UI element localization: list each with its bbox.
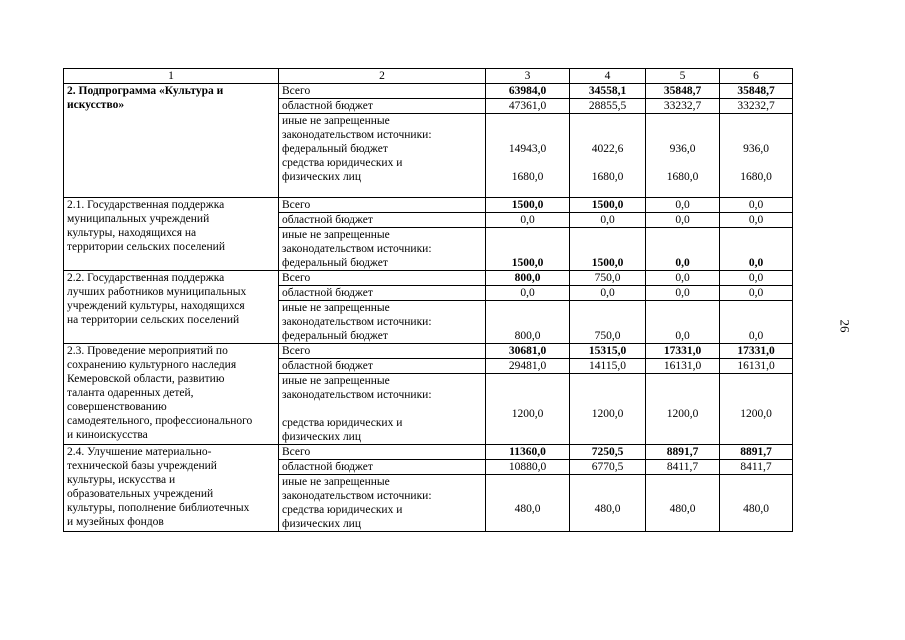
title-line: совершенствованию [67, 401, 167, 413]
value-cell: 35848,7 [646, 84, 720, 99]
column-header: 1 [64, 69, 279, 84]
value-cell: 17331,0 [646, 344, 720, 359]
value-cell: 800,0 [486, 271, 570, 286]
source-label [279, 374, 486, 445]
table-row [64, 271, 793, 286]
value-cell: 1200,0 [646, 374, 720, 445]
column-header: 5 [646, 69, 720, 84]
title-line: сохранению культурного наследия [67, 359, 237, 371]
table-row [64, 344, 793, 359]
value-cell [486, 114, 570, 198]
value-cell: 0,0 [570, 213, 646, 228]
title-line: 2. Подпрограмма «Культура и [67, 85, 224, 97]
title-line: образовательных учреждений [67, 488, 214, 500]
title-line: 2.2. Государственная поддержка [67, 272, 225, 284]
value-cell: 7250,5 [570, 445, 646, 460]
value-cell: 0,0 [646, 198, 720, 213]
title-line: муниципальных учреждений [67, 213, 210, 225]
source-line: иные не запрещенные [282, 375, 390, 387]
source-line: иные не запрещенные [282, 115, 390, 127]
value-cell: 1200,0 [486, 374, 570, 445]
value-cell: 28855,5 [570, 99, 646, 114]
source-label: областной бюджет [279, 286, 486, 301]
value-cell: 0,0 [646, 213, 720, 228]
value-cell: 17331,0 [720, 344, 793, 359]
column-header: 6 [720, 69, 793, 84]
value-cell: 480,0 [646, 475, 720, 532]
source-label [279, 301, 486, 344]
title-line: лучших работников муниципальных [67, 286, 247, 298]
source-line: средства юридических и [282, 157, 403, 169]
source-label [279, 114, 486, 198]
source-line: федеральный бюджет [282, 257, 388, 269]
source-label: Всего [279, 84, 486, 99]
page-number: 26 [837, 319, 853, 333]
source-label: областной бюджет [279, 359, 486, 374]
value-line: 1680,0 [591, 171, 624, 183]
source-line: законодательством источники: [282, 490, 432, 502]
title-line: таланта одаренных детей, [67, 387, 194, 399]
value-cell: 1500,0 [570, 198, 646, 213]
title-line: 2.1. Государственная поддержка [67, 199, 225, 211]
table-row [64, 84, 793, 99]
value-line: 1680,0 [511, 171, 544, 183]
value-cell: 800,0 [486, 301, 570, 344]
title-line: культуры, искусства и [67, 474, 176, 486]
value-cell: 1500,0 [570, 228, 646, 271]
source-label: Всего [279, 344, 486, 359]
title-line: искусство» [67, 99, 125, 111]
value-cell: 0,0 [486, 213, 570, 228]
value-cell: 0,0 [570, 286, 646, 301]
title-line: 2.4. Улучшение материально- [67, 446, 212, 458]
value-cell: 0,0 [720, 213, 793, 228]
row-title [64, 445, 279, 532]
title-line: территории сельских поселений [67, 241, 225, 253]
table-row [64, 198, 793, 213]
source-line: иные не запрещенные [282, 229, 390, 241]
value-cell: 1200,0 [720, 374, 793, 445]
value-cell: 0,0 [720, 228, 793, 271]
value-cell: 0,0 [720, 271, 793, 286]
value-cell: 480,0 [486, 475, 570, 532]
title-line: 2.3. Проведение мероприятий по [67, 345, 228, 357]
value-cell: 16131,0 [720, 359, 793, 374]
value-cell: 15315,0 [570, 344, 646, 359]
value-cell: 33232,7 [720, 99, 793, 114]
value-cell: 1200,0 [570, 374, 646, 445]
value-cell: 0,0 [486, 286, 570, 301]
source-line: физических лиц [282, 431, 361, 443]
title-line: учреждений культуры, находящихся [67, 300, 245, 312]
value-cell: 8411,7 [720, 460, 793, 475]
source-line: физических лиц [282, 518, 361, 530]
source-label: областной бюджет [279, 460, 486, 475]
value-cell: 33232,7 [646, 99, 720, 114]
title-line: Кемеровской области, развитию [67, 373, 225, 385]
title-line: самодеятельного, профессионального [67, 415, 253, 427]
title-line: технической базы учреждений [67, 460, 217, 472]
value-cell: 8891,7 [646, 445, 720, 460]
value-cell: 0,0 [646, 228, 720, 271]
source-line: федеральный бюджет [282, 143, 388, 155]
source-label: областной бюджет [279, 99, 486, 114]
value-cell: 35848,7 [720, 84, 793, 99]
source-line: федеральный бюджет [282, 330, 388, 342]
value-cell: 10880,0 [486, 460, 570, 475]
value-cell: 0,0 [720, 301, 793, 344]
value-cell: 1500,0 [486, 228, 570, 271]
source-label [279, 475, 486, 532]
column-header: 2 [279, 69, 486, 84]
value-line: 936,0 [743, 143, 769, 155]
source-label [279, 228, 486, 271]
value-cell: 8411,7 [646, 460, 720, 475]
column-header: 3 [486, 69, 570, 84]
row-title [64, 198, 279, 271]
value-cell: 0,0 [646, 301, 720, 344]
source-line: физических лиц [282, 171, 361, 183]
value-cell: 6770,5 [570, 460, 646, 475]
value-cell: 0,0 [720, 198, 793, 213]
value-cell: 34558,1 [570, 84, 646, 99]
title-line: и киноискусства [67, 429, 148, 441]
source-line: средства юридических и [282, 504, 403, 516]
source-line: законодательством источники: [282, 316, 432, 328]
value-cell: 0,0 [720, 286, 793, 301]
source-line: средства юридических и [282, 417, 403, 429]
value-cell: 14115,0 [570, 359, 646, 374]
source-label: Всего [279, 271, 486, 286]
value-cell: 480,0 [570, 475, 646, 532]
title-line: и музейных фондов [67, 516, 164, 528]
source-line: законодательством источники: [282, 389, 432, 401]
value-line: 1680,0 [666, 171, 699, 183]
value-cell: 750,0 [570, 271, 646, 286]
row-title [64, 271, 279, 344]
title-line: культуры, пополнение библиотечных [67, 502, 250, 514]
value-cell: 750,0 [570, 301, 646, 344]
source-label: областной бюджет [279, 213, 486, 228]
value-line: 4022,6 [591, 143, 624, 155]
value-cell [720, 114, 793, 198]
source-line: иные не запрещенные [282, 476, 390, 488]
value-cell: 11360,0 [486, 445, 570, 460]
value-cell: 63984,0 [486, 84, 570, 99]
value-cell: 47361,0 [486, 99, 570, 114]
value-cell [646, 114, 720, 198]
value-line: 936,0 [669, 143, 696, 155]
value-cell: 29481,0 [486, 359, 570, 374]
value-cell: 30681,0 [486, 344, 570, 359]
value-cell: 480,0 [720, 475, 793, 532]
row-title [64, 84, 279, 198]
table-header-row [64, 69, 793, 84]
value-cell: 0,0 [646, 271, 720, 286]
value-cell: 0,0 [646, 286, 720, 301]
source-line: иные не запрещенные [282, 302, 390, 314]
title-line: на территории сельских поселений [67, 314, 240, 326]
source-line: законодательством источники: [282, 243, 432, 255]
value-line: 14943,0 [508, 143, 547, 155]
value-cell: 8891,7 [720, 445, 793, 460]
value-line: 1680,0 [740, 171, 772, 183]
column-header: 4 [570, 69, 646, 84]
value-cell [570, 114, 646, 198]
source-label: Всего [279, 445, 486, 460]
title-line: культуры, находящихся на [67, 227, 197, 239]
source-label: Всего [279, 198, 486, 213]
value-cell: 16131,0 [646, 359, 720, 374]
value-cell: 1500,0 [486, 198, 570, 213]
table-row [64, 445, 793, 460]
source-line: законодательством источники: [282, 129, 432, 141]
row-title [64, 344, 279, 445]
budget-table [63, 68, 793, 532]
